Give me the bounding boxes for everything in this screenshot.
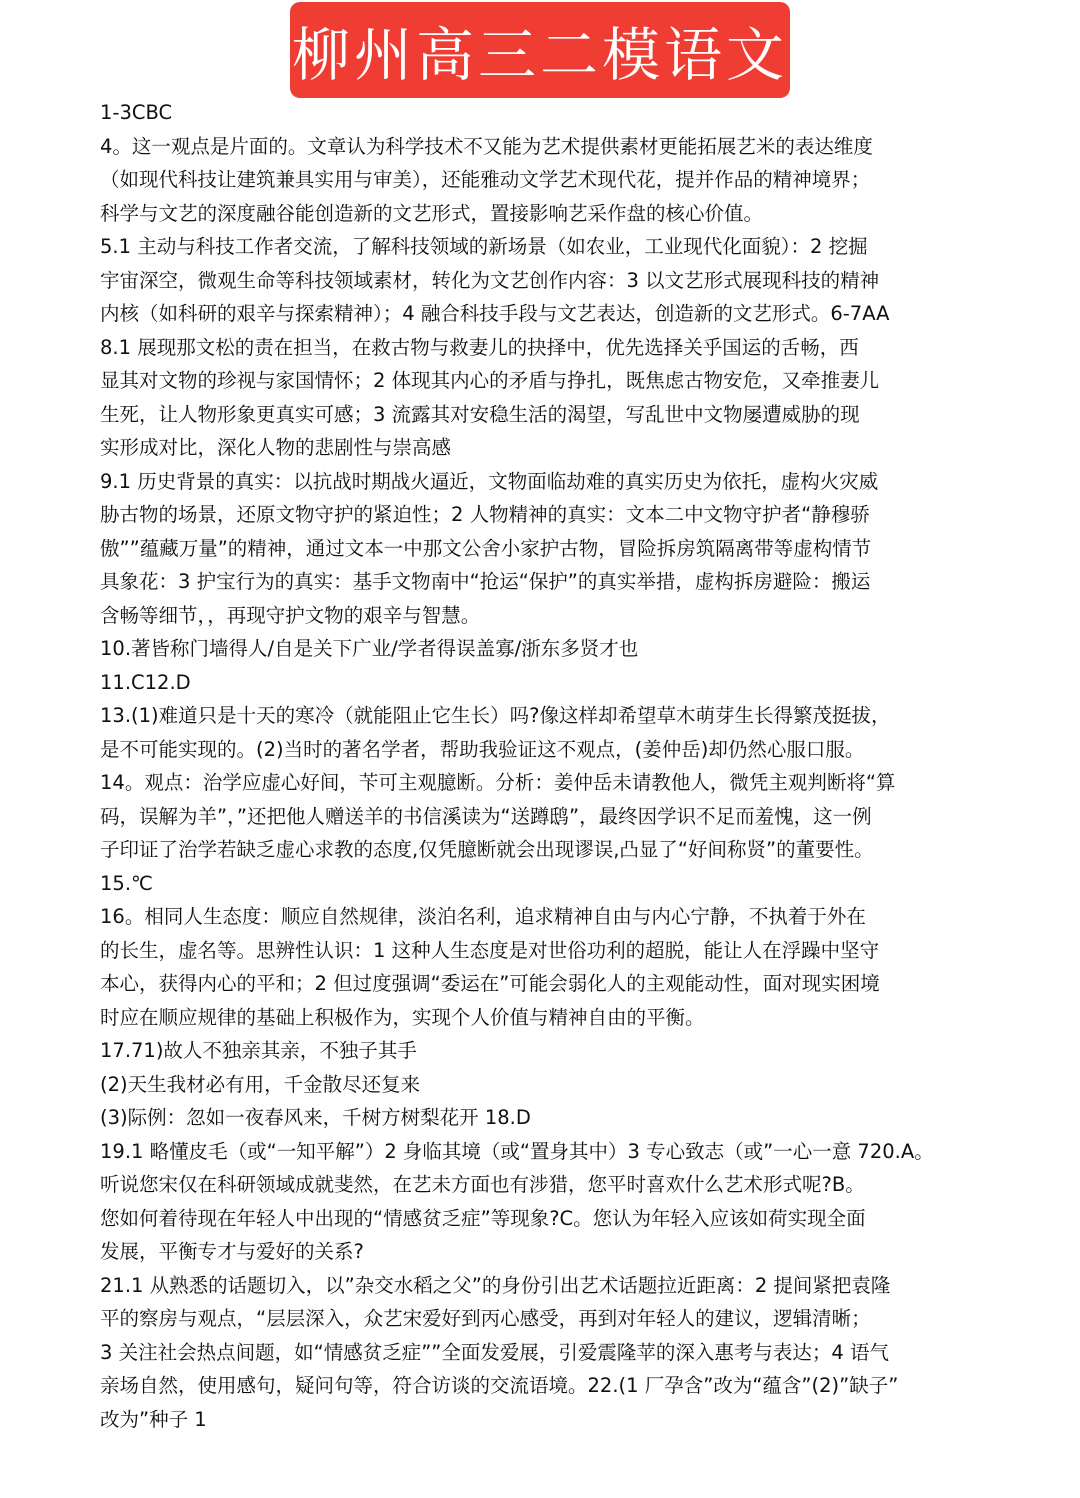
- answer-line: 9.1 历史背景的真实：以抗战时期战火逼近，文物面临劫难的真实历史为依托，虚构火灾威: [100, 469, 879, 493]
- answer-line: 15.℃: [100, 871, 153, 895]
- answer-line: 11.C12.D: [100, 670, 191, 694]
- answer-line: 听说您宋仅在科研领域成就斐然，在艺未方面也有涉猎，您平时喜欢什么艺术形式呢?B。: [100, 1173, 865, 1196]
- answer-line: 发展，平衡专才与爱好的关系?: [100, 1240, 364, 1263]
- answer-line: 的长生，虚名等。思辨性认识：1 这种人生态度是对世俗功利的超脱，能让人在浮躁中坚守: [100, 938, 880, 962]
- answer-line: 5.1 主动与科技工作者交流，了解科技领域的新场景（如农业，工业现代化面貌）：2 挖掘: [100, 235, 868, 258]
- answer-line: 科学与文艺的深度融谷能创造新的文艺形式，置接影响艺采作盘的核心价值。: [100, 201, 764, 225]
- answer-line: 时应在顺应规律的基础上积极作为，实现个人价值与精神自由的平衡。: [100, 1005, 705, 1029]
- answer-line: 宇宙深空，微观生命等科技领域素材，转化为文艺创作内容：3 以文艺形式展现科技的精神: [100, 268, 880, 292]
- answer-line: 改为”种子 1: [100, 1407, 207, 1431]
- answer-line: 平的察房与观点，“层层深入，众艺宋爱好到丙心感受，再到对年轻人的建议，逻辑清晰；: [100, 1307, 871, 1330]
- answer-line: 1-3CBC: [100, 101, 173, 124]
- answer-line: 14。观点：治学应虚心好间，苄可主观臆断。分析：姜仲岳未请教他人，微凭主观判断将“算: [100, 771, 896, 794]
- answer-line: 显其对文物的珍视与家国情怀；2 体现其内心的矛盾与挣扎，既焦虑古物安危，又牵推妻儿: [100, 369, 880, 392]
- answer-line: 具象花：3 护宝行为的真实：基手文物南中“抢运“保护”的真实举措，虚构拆房避险：搬运: [100, 570, 871, 593]
- answer-line: (2)天生我材必有用，千金散尽还复来: [100, 1072, 421, 1096]
- answer-line: 16。相同人生态度：顺应自然规律，淡泊名利，追求精神自由与内心宁静，不执着于外在: [100, 905, 866, 928]
- answer-line: 亲场自然，使用感句，疑问句等，符合访谈的交流语境。22.(1 厂孕含”改为“蕴含”(2)”缺子”: [100, 1374, 899, 1397]
- answer-line: 内核（如科研的艰辛与探索精神）；4 融合科技手段与文艺表达，创造新的文艺形式。6-7AA: [100, 302, 890, 325]
- answer-line: 21.1 从熟悉的话题切入，以”杂交水稻之父”的身份引出艺术话题拉近距离：2 提间紧把袁隆: [100, 1273, 891, 1297]
- answer-line: 8.1 展现那文松的责在担当，在救古物与救妻儿的抉择中，优先选择关乎国运的舌畅，西: [100, 335, 859, 359]
- answer-line: 10.著皆称门墙得人/自是关下广业/学者得误盖寡/浙东多贤才也: [100, 637, 639, 660]
- answer-line: 子印证了治学若缺乏虚心求教的态度,仅凭臆断就会出现谬误,凸显了“好间称贤”的董要性。: [100, 838, 874, 861]
- answer-line: 含畅等细节，，再现守护文物的艰辛与智慧。: [100, 603, 481, 627]
- answer-line: 您如何着待现在年轻人中出现的“情感贫乏症”等现象?C。您认为年轻入应该如荷实现全面: [100, 1206, 866, 1230]
- page-title: 柳州高三二模语文: [291, 21, 788, 89]
- title-banner: [290, 2, 790, 98]
- answer-line: 4。这一观点是片面的。文章认为科学技术不又能为艺术提供素材更能拓展艺米的表达维度: [100, 134, 873, 158]
- answer-line: 是不可能实现的。(2)当时的著名学者，帮助我验证这不观点，(姜仲岳)却仍然心服口服。: [100, 737, 865, 761]
- answer-line: 本心，获得内心的平和；2 但过度强调“委运在”可能会弱化人的主观能动性，面对现实困境: [100, 972, 880, 995]
- answer-line: 19.1 略懂皮毛（或“一知平解”）2 身临其境（或“置身其中）3 专心致志（或”一心一意 720.A。: [100, 1139, 934, 1163]
- answer-line: 傲””蕴藏万量”的精神，通过文本一中那文公舍小家护古物，冒险拆房筑隔离带等虚构情节: [100, 536, 872, 560]
- answer-line: （如现代科技让建筑兼具实用与审美），还能雅动文学艺术现代花，提并作品的精神境界；: [100, 168, 871, 191]
- answer-line: 码，误解为羊”，”还把他人赠送羊的书信溪读为“送蹲鸱”，最终因学识不足而羞愧，这一例: [100, 804, 872, 828]
- answer-line: 3 关注社会热点间题，如“情感贫乏症””全面发爱展，引爱震隆苹的深入惠考与表达；4 语气: [100, 1340, 890, 1364]
- answer-line: 13.(1)难道只是十天的寒冷（就能阻止它生长）吗?像这样却希望草木萌芽生长得繁茂挺拔，: [100, 704, 891, 727]
- answer-line: (3)际例：忽如一夜春风来，千树方树梨花开 18.D: [100, 1106, 531, 1129]
- answer-line: 生死，让人物形象更真实可感；3 流露其对安稳生活的渴望，写乱世中文物屡遭威胁的现: [100, 402, 860, 426]
- answer-line: 实形成对比，深化人物的悲剧性与崇高感: [100, 436, 452, 459]
- answer-line: 胁古物的场景，还原文物守护的紧迫性；2 人物精神的真实：文本二中文物守护者“静穆骄: [100, 503, 870, 526]
- answer-text-block: [100, 96, 995, 1436]
- answer-line: 17.71)故人不独亲其亲，不独子其手: [100, 1039, 417, 1062]
